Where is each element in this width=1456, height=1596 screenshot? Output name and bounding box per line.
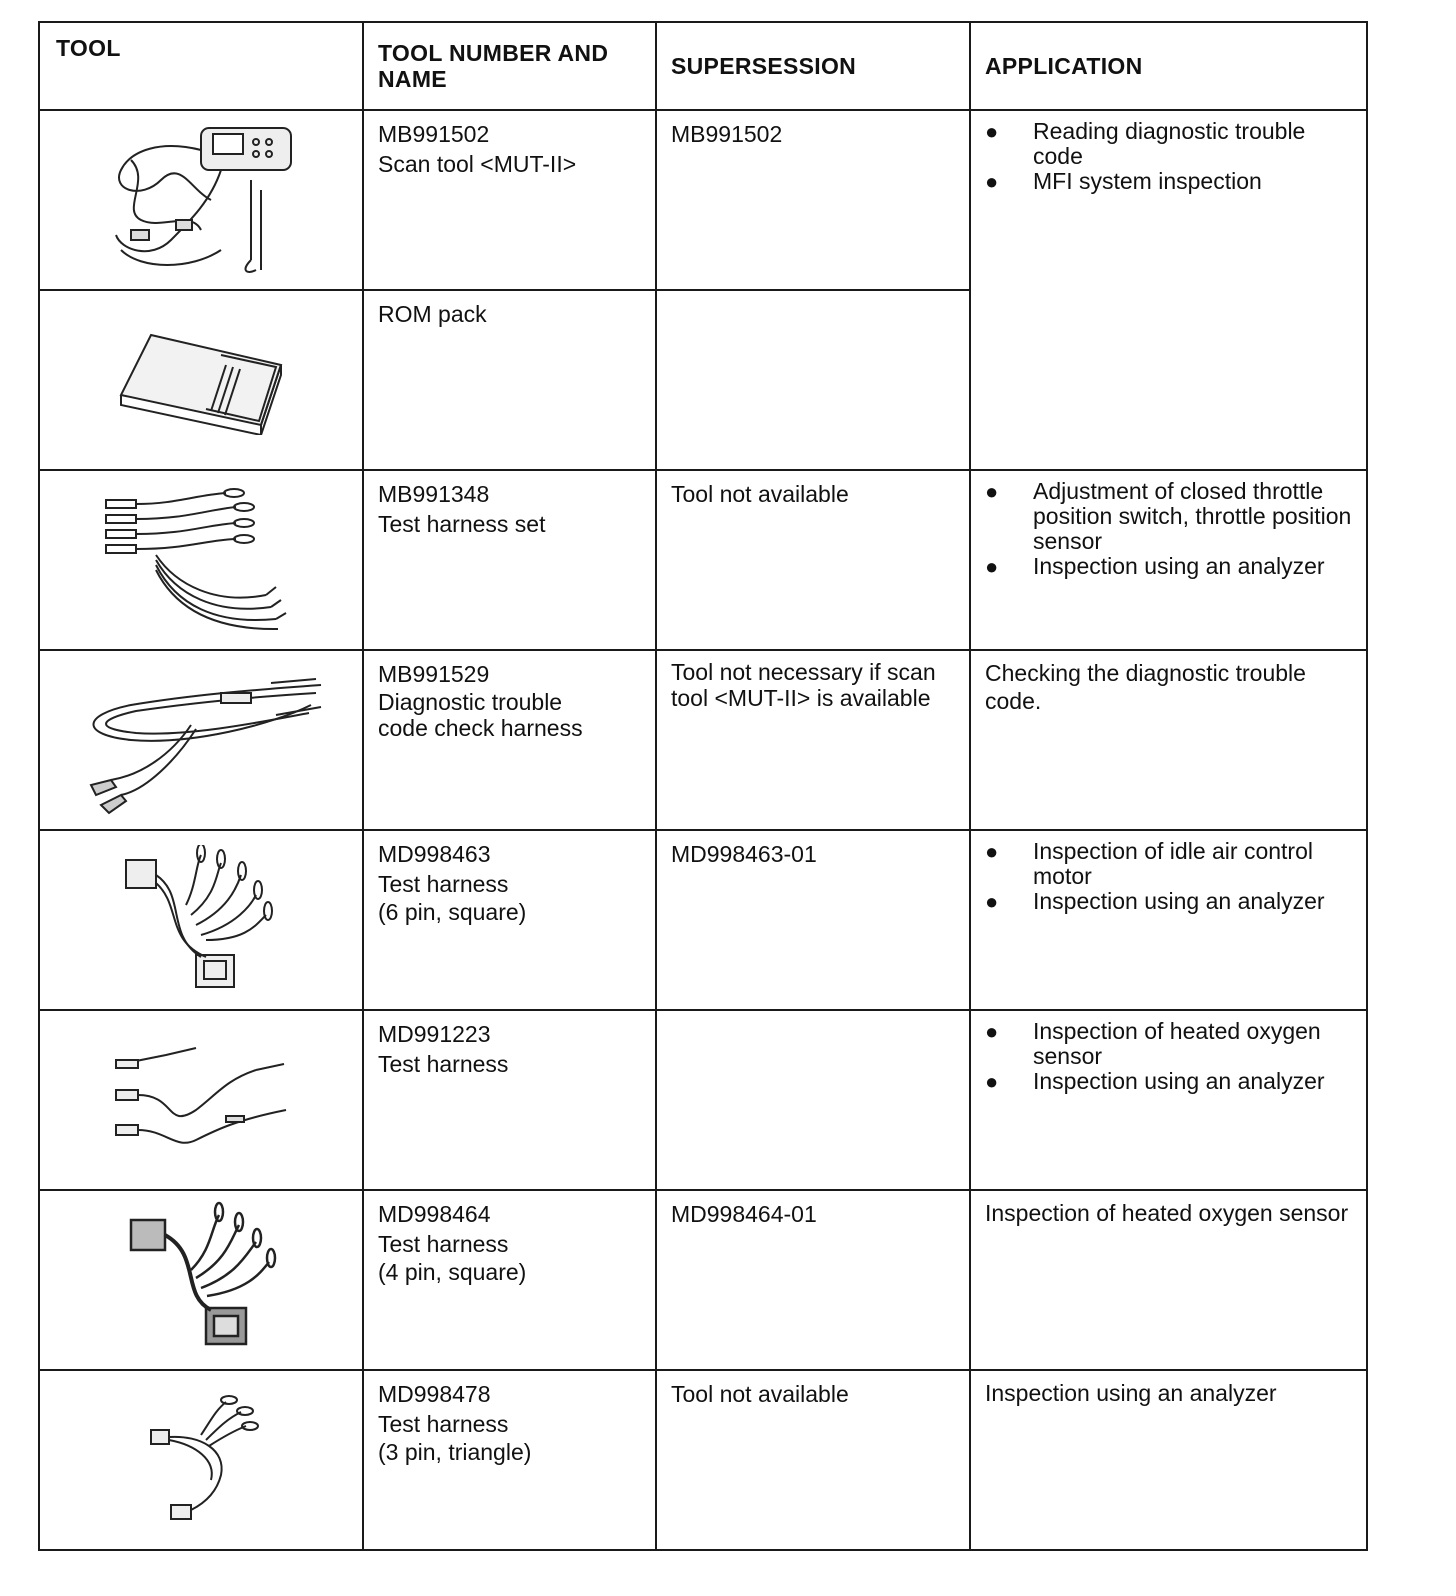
table-row — [39, 650, 1367, 830]
table-row — [39, 1010, 1367, 1190]
header-supersession: SUPERSESSION — [656, 22, 970, 110]
special-tools-table — [38, 21, 1368, 1551]
tool-name: Diagnostic trouble — [378, 689, 563, 715]
tool-name: Test harness — [378, 871, 509, 897]
application-cell — [970, 1370, 1367, 1550]
scan-tool-icon — [101, 120, 301, 280]
application-text: Inspection using an analyzer — [985, 1380, 1277, 1406]
test-harness-6pin-icon — [106, 845, 296, 995]
supersession-value: Tool not available — [671, 1381, 849, 1407]
supersession-cell — [656, 650, 970, 830]
table-row — [39, 470, 1367, 650]
tool-number: MD998464 — [378, 1201, 491, 1227]
table-row — [39, 830, 1367, 1010]
supersession-value: MD998464-01 — [671, 1201, 817, 1227]
application-item: ● Inspection using an analyzer — [985, 888, 1325, 914]
table-row — [39, 110, 1367, 290]
header-tool: TOOL — [39, 22, 363, 110]
application-item: ● MFI system inspection — [985, 168, 1262, 194]
tool-number: MD991223 — [378, 1021, 491, 1047]
tool-image-cell — [39, 470, 363, 650]
tool-name: code check harness — [378, 715, 583, 741]
table-row — [39, 1370, 1367, 1550]
application-item: ● Adjustment of closed throttle position switch, throttle position sensor — [985, 478, 1352, 554]
application-cell — [970, 650, 1367, 830]
supersession-cell — [656, 1010, 970, 1190]
application-cell — [970, 1010, 1367, 1190]
tool-number-name-cell — [363, 1190, 656, 1370]
tool-number-name-cell — [363, 1010, 656, 1190]
tool-image-cell — [39, 830, 363, 1010]
header-tool-number-name: TOOL NUMBER AND NAME — [363, 22, 656, 110]
tool-name: Test harness set — [378, 511, 546, 537]
supersession-cell — [656, 470, 970, 650]
tool-name: Test harness — [378, 1231, 509, 1257]
supersession-value: Tool not available — [671, 481, 849, 507]
application-item: ● Reading diagnostic trouble code — [985, 118, 1306, 169]
tool-name: Scan tool <MUT-II> — [378, 151, 577, 177]
tool-image-cell — [39, 1370, 363, 1550]
tool-image-cell — [39, 290, 363, 470]
application-text: Checking the diagnostic trouble code. — [985, 660, 1306, 714]
tool-number-name-cell — [363, 290, 656, 470]
tool-image-cell — [39, 110, 363, 290]
application-item: ● Inspection of heated oxygen sensor — [985, 1018, 1321, 1069]
application-cell — [970, 1190, 1367, 1370]
application-cell — [970, 110, 1367, 470]
application-text: Inspection of heated oxygen sensor — [985, 1200, 1349, 1226]
supersession-cell — [656, 830, 970, 1010]
tool-name: Test harness — [378, 1051, 509, 1077]
tool-name: (3 pin, triangle) — [378, 1439, 532, 1465]
table-row — [39, 1190, 1367, 1370]
code-check-harness-icon — [71, 665, 331, 815]
tool-name: (6 pin, square) — [378, 899, 527, 925]
supersession-value: tool <MUT-II> is available — [671, 685, 931, 711]
application-item: ● Inspection of idle air control motor — [985, 838, 1313, 889]
tool-number-name-cell — [363, 110, 656, 290]
tool-number-name-cell — [363, 830, 656, 1010]
tool-name: ROM pack — [378, 301, 487, 327]
supersession-cell — [656, 1190, 970, 1370]
supersession-cell — [656, 290, 970, 470]
tool-number-name-cell — [363, 1370, 656, 1550]
tool-number: MB991348 — [378, 481, 490, 507]
test-harness-3pin-icon — [141, 1390, 261, 1530]
supersession-value: MB991502 — [671, 121, 783, 147]
application-cell — [970, 830, 1367, 1010]
test-harness-probe-icon — [106, 1040, 296, 1160]
header-row — [39, 22, 1367, 110]
test-harness-4pin-icon — [111, 1200, 291, 1360]
tool-number-name-cell — [363, 650, 656, 830]
application-item: ● Inspection using an analyzer — [985, 553, 1325, 579]
tool-image-cell — [39, 650, 363, 830]
supersession-value: MD998463-01 — [671, 841, 817, 867]
supersession-cell — [656, 1370, 970, 1550]
tool-image-cell — [39, 1010, 363, 1190]
tool-image-cell — [39, 1190, 363, 1370]
application-item: ● Inspection using an analyzer — [985, 1068, 1325, 1094]
rom-pack-icon — [111, 325, 291, 435]
header-application: APPLICATION — [970, 22, 1367, 110]
test-harness-set-icon — [96, 485, 306, 635]
tool-name: (4 pin, square) — [378, 1259, 527, 1285]
tool-number: MD998478 — [378, 1381, 491, 1407]
application-cell — [970, 470, 1367, 650]
supersession-cell — [656, 110, 970, 290]
tool-number-name-cell — [363, 470, 656, 650]
supersession-value: Tool not necessary if scan — [671, 659, 936, 685]
tool-number: MB991529 — [378, 661, 490, 687]
tool-name: Test harness — [378, 1411, 509, 1437]
tool-number: MD998463 — [378, 841, 491, 867]
tool-number: MB991502 — [378, 121, 490, 147]
